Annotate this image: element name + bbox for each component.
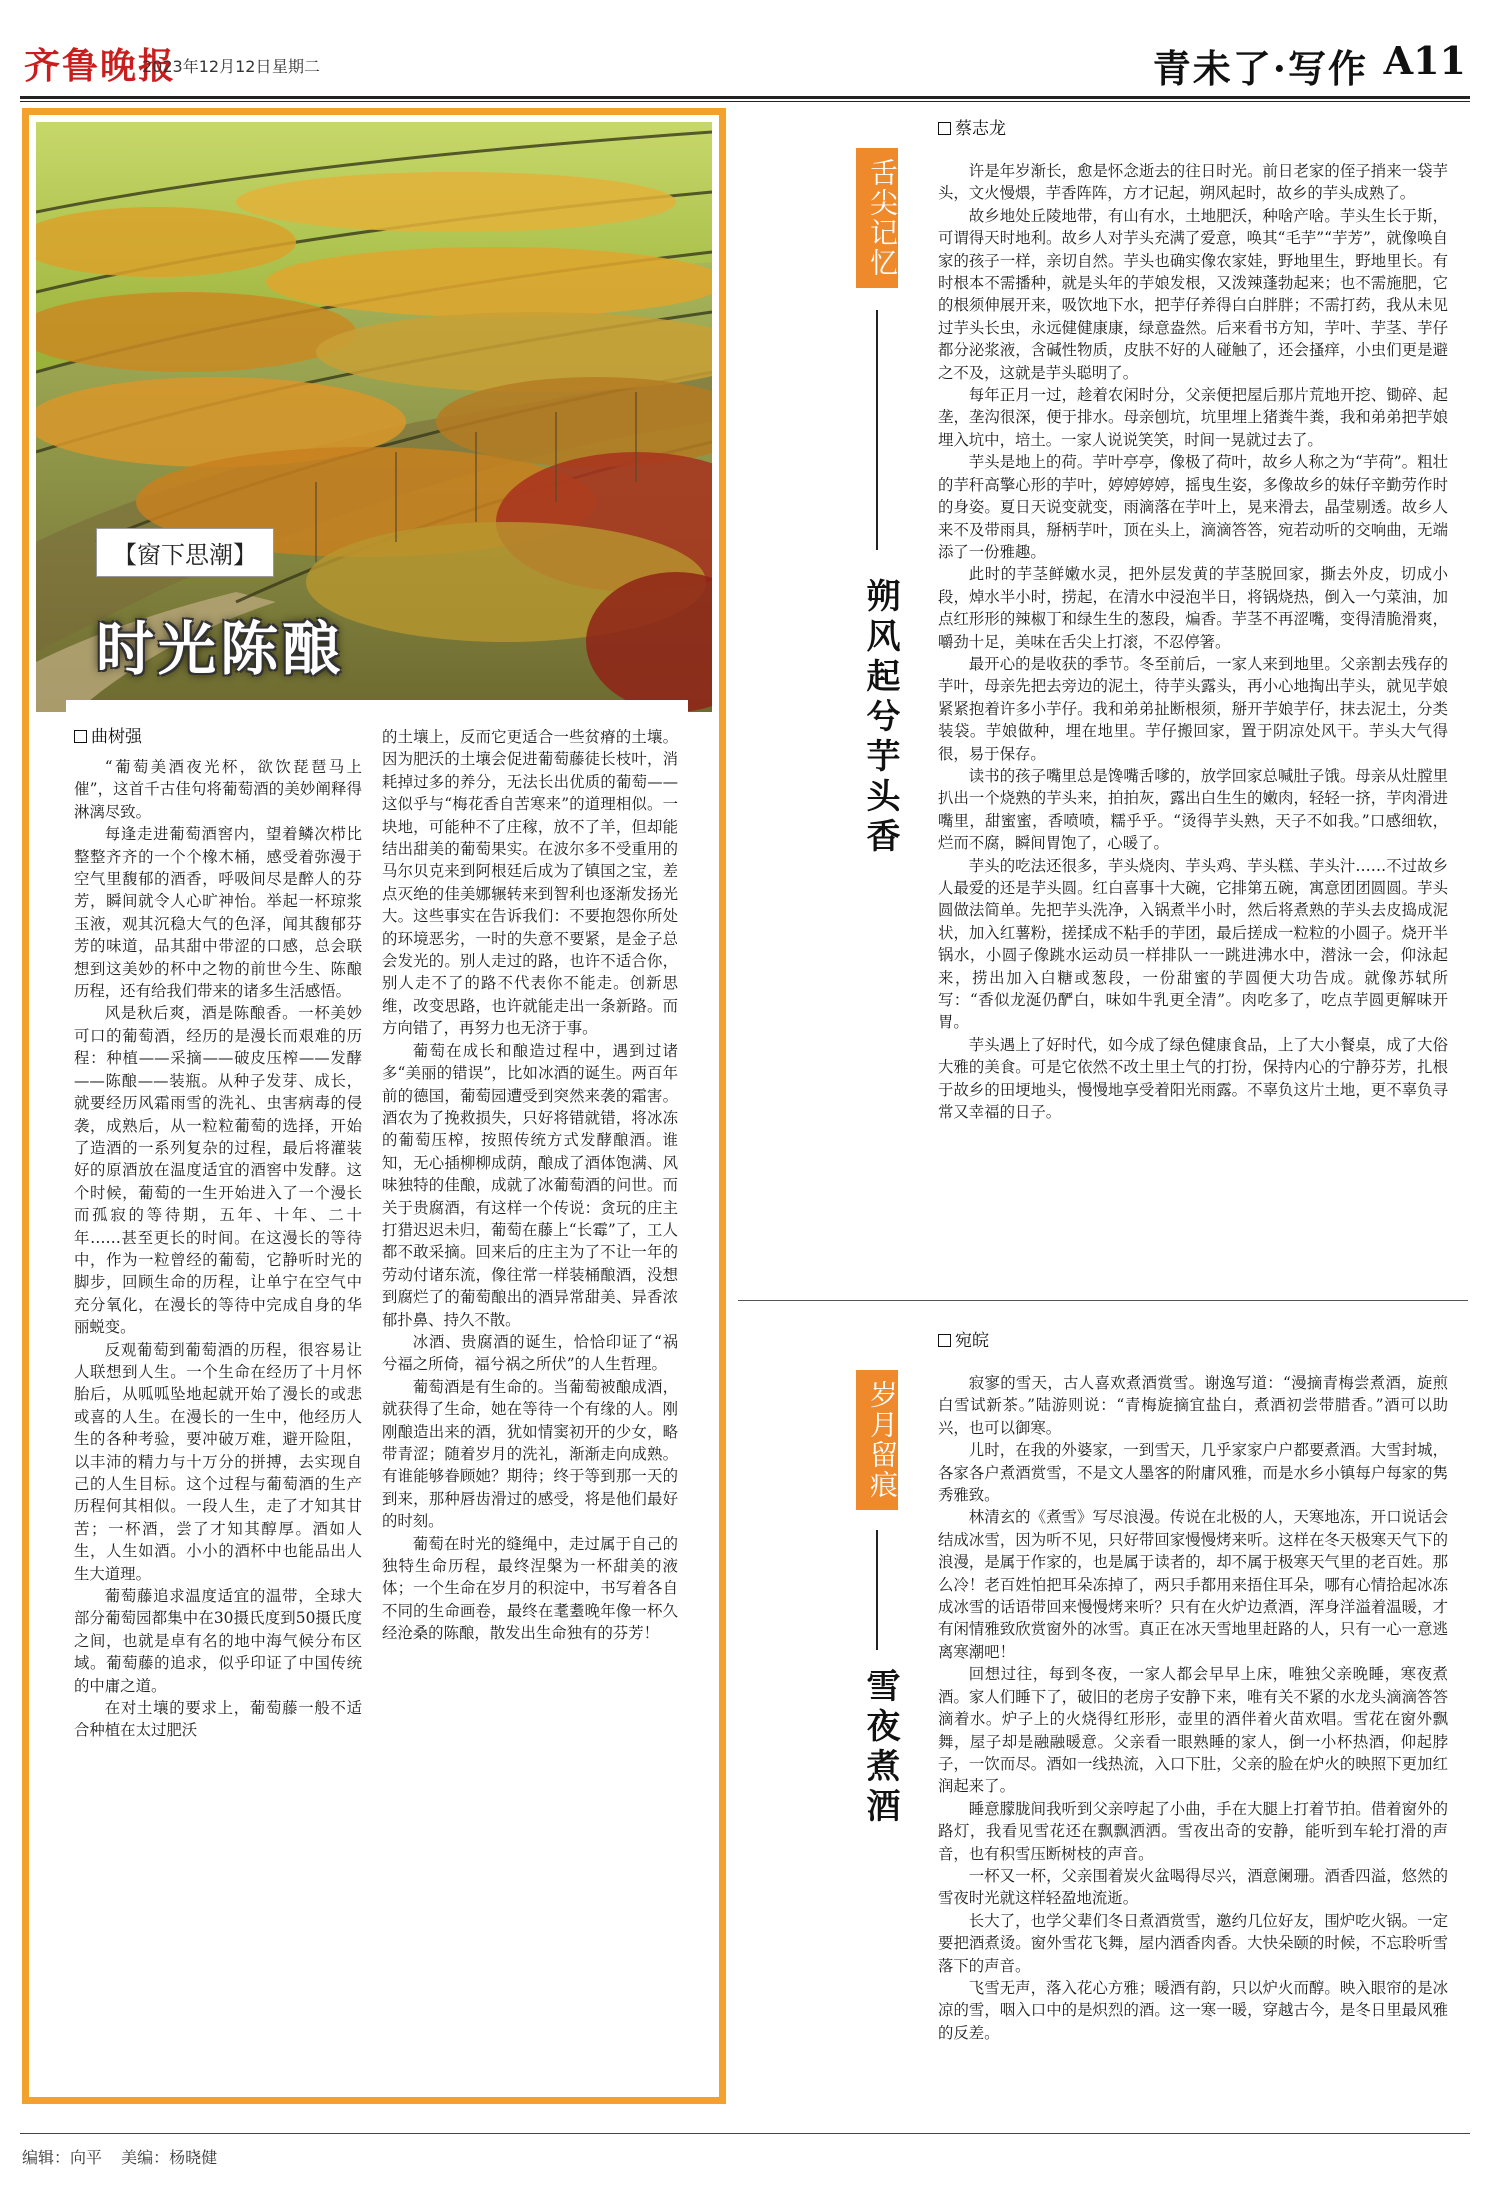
paragraph: 芋头遇上了好时代，如今成了绿色健康食品，上了大小餐桌，成了大俗大雅的美食。可是它依然不改土里土气的打扮，保持内心的宁静芬芳，扎根于故乡的田埂地头，慢慢地享受着阳光雨露。不辜负这片土地，更不辜负寻常又幸福的日子。 bbox=[938, 1035, 1448, 1122]
footer-credits bbox=[22, 2145, 217, 2168]
page-number: A11 bbox=[1383, 38, 1466, 83]
paragraph: 的土壤上，反而它更适合一些贫瘠的土壤。因为肥沃的土壤会促进葡萄藤徒长枝叶，消耗掉过多的养分，无法长出优质的葡萄——这似乎与“梅花香自苦寒来”的道理相似。一块地，可能种不了庄稼，放不了羊，但却能结出甜美的葡萄果实。在波尔多不受重用的马尔贝克来到阿根廷后成为了镇国之宝，差点灭绝的佳美娜辗转来到智利也逐渐发扬光大。这些事实在告诉我们：不要抱怨你所处的环境恶劣，一时的失意不要紧，是金子总会发光的。别人走过的路，也许不适合你，别人走不了的路不代表你不能走。创新思维，改变思路，也许就能走出一条新路。而方向错了，再努力也无济于事。 bbox=[382, 728, 678, 1038]
paragraph: 风是秋后爽，酒是陈酿香。一杯美妙可口的葡萄酒，经历的是漫长而艰难的历程：种植——采摘——破皮压榨——发酵——陈酿——装瓶。从种子发芽、成长，就要经历风霜雨雪的洗礼、虫害病毒的侵袭，成熟后，从一粒粒葡萄的选择，开始了造酒的一系列复杂的过程，最后将灌装好的原酒放在温度适宜的酒窖中发酵。这个时候，葡萄的一生开始进入了一个漫长而孤寂的等待期，五年、十年、二十年……甚至更长的时间。在这漫长的等待中，作为一粒曾经的葡萄，它静听时光的脚步，回顾生命的历程，让单宁在空气中充分氧化，在漫长的等待中完成自身的华丽蜕变。 bbox=[74, 1004, 362, 1337]
paragraph: 飞雪无声，落入花心方雅；暖酒有韵，只以炉火而醇。映入眼帘的是冰凉的雪，咽入口中的是炽烈的酒。这一寒一暖，穿越古今，是冬日里最风雅的反差。 bbox=[938, 1978, 1448, 2042]
designer-credit: 美编：杨晓健 bbox=[121, 2148, 218, 2167]
taro-article-body bbox=[938, 160, 1448, 1123]
feature-column-1 bbox=[74, 756, 362, 1742]
feature-column-2 bbox=[382, 726, 678, 1645]
author-name: 宛皖 bbox=[955, 1331, 989, 1351]
article-title-taro: 朔风起兮芋头香 bbox=[860, 578, 900, 858]
paragraph: 冰酒、贵腐酒的诞生，恰恰印证了“祸兮福之所倚，福兮祸之所伏”的人生哲理。 bbox=[382, 1332, 678, 1374]
paragraph: 葡萄在成长和酿造过程中，遇到过诸多“美丽的错误”，比如冰酒的诞生。两百年前的德国，葡萄园遭受到突然来袭的霜害。酒农为了挽救损失，只好将错就错，将冰冻的葡萄压榨，按照传统方式发酵酿酒。谁知，无心插柳柳成荫，酿成了酒体饱满、风味独特的佳酿，成就了冰葡萄酒的问世。而关于贵腐酒，有这样一个传说：贪玩的庄主打猎迟迟未归，葡萄在藤上“长霉”了，工人都不敢采摘。回来后的庄主为了不让一年的劳动付诸东流，像往常一样装桶酿酒，没想到腐烂了的葡萄酿出的酒异常甜美、异香浓郁扑鼻、持久不散。 bbox=[382, 1041, 678, 1329]
section-tag-years: 岁月留痕 bbox=[856, 1370, 898, 1510]
author-name: 蔡志龙 bbox=[955, 119, 1006, 139]
author-byline bbox=[74, 722, 142, 747]
square-icon bbox=[938, 1334, 951, 1347]
snow-article-body bbox=[938, 1372, 1448, 2044]
feature-title: 时光陈酿 bbox=[96, 615, 345, 683]
paragraph: 芋头的吃法还很多，芋头烧肉、芋头鸡、芋头糕、芋头汁……不过故乡人最爱的还是芋头圆。红白喜事十大碗，它排第五碗，寓意团团圆圆。芋头圆做法简单。先把芋头洗净，入锅煮半小时，然后将煮熟的芋头去皮捣成泥状，加入红薯粉，搓揉成不粘手的芋团，最后搓成一粒粒的小圆子。烧开半锅水，小圆子像跳水运动员一样排队一一跳进沸水中，潜泳一会，仰泳起来，捞出加入白糖或葱段，一份甜蜜的芋圆便大功告成。就像苏轼所写：“香似龙涎仍酽白，味如牛乳更全清”。肉吃多了，吃点芋圆更解味开胃。 bbox=[938, 856, 1448, 1032]
article-title-snow: 雪夜煮酒 bbox=[860, 1668, 900, 1828]
paragraph: 葡萄藤追求温度适宜的温带，全球大部分葡萄园都集中在30摄氏度到50摄氏度之间，也就是卓有名的地中海气候分布区域。葡萄藤的追求，似乎印证了中国传统的中庸之道。 bbox=[74, 1587, 362, 1695]
paragraph: 每逢走进葡萄酒窖内，望着鳞次栉比整整齐齐的一个个橡木桶，感受着弥漫于空气里馥郁的酒香，呼吸间尽是醉人的芬芳，瞬间就令人心旷神怡。举起一杯琼浆玉液，观其沉稳大气的色泽，闻其馥郁芬芳的味道，品其甜中带涩的口感，总会联想到这美妙的杯中之物的前世今生、陈酿历程，还有给我们带来的诸多生活感悟。 bbox=[74, 825, 362, 1001]
paragraph: 反观葡萄到葡萄酒的历程，很容易让人联想到人生。一个生命在经历了十月怀胎后，从呱呱坠地起就开始了漫长的或悲或喜的人生。在漫长的一生中，他经历人生的各种考验，要冲破万难，避开险阻，以丰沛的精力与十万分的拼搏，去实现自己的人生目标。这个过程与葡萄酒的生产历程何其相似。一段人生，走了才知其甘苦；一杯酒，尝了才知其醇厚。酒如人生，人生如酒。小小的酒杯中也能品出人生大道理。 bbox=[74, 1340, 362, 1583]
paragraph: 最开心的是收获的季节。冬至前后，一家人来到地里。父亲割去残存的芋叶，母亲先把去旁边的泥土，待芋头露头，再小心地掏出芋头，就见芋娘紧紧抱着许多小芋仔。我和弟弟扯断根须，掰开芋娘芋仔，抹去泥土，分类装袋。芋娘做种，埋在地里。芋仔搬回家，置于阴凉处风干。芋头大气得很，易于保存。 bbox=[938, 654, 1448, 763]
paragraph: 葡萄酒是有生命的。当葡萄被酿成酒，就获得了生命，她在等待一个有缘的人。刚刚酿造出来的酒，犹如情窦初开的少女，略带青涩；随着岁月的洗礼，渐渐走向成熟。有谁能够眷顾她？期待；终于等到那一天的到来，那种唇齿滑过的感受，将是他们最好的时刻。 bbox=[382, 1377, 678, 1531]
square-icon bbox=[938, 122, 951, 135]
header-rule-thin bbox=[20, 101, 1470, 102]
section-divider bbox=[738, 1300, 1468, 1301]
section-tag-taste: 舌尖记忆 bbox=[856, 148, 898, 288]
author-name: 曲树强 bbox=[91, 727, 142, 747]
issue-date: 2023年12月12日 bbox=[142, 57, 272, 76]
paragraph: 寂寥的雪天，古人喜欢煮酒赏雪。谢逸写道：“漫摘青梅尝煮酒，旋煎白雪试新茶。”陆游则说：“青梅旋摘宜盐白，煮酒初尝带腊香。”酒可以助兴，也可以御寒。 bbox=[938, 1374, 1448, 1437]
column-tag: 【窗下思潮】 bbox=[96, 528, 274, 577]
masthead-logo: 齐鲁晚报 bbox=[24, 45, 177, 87]
paragraph: 一杯又一杯，父亲围着炭火盆喝得尽兴，酒意阑珊。酒香四溢，悠然的雪夜时光就这样轻盈地流逝。 bbox=[938, 1866, 1448, 1908]
editor-credit: 编辑：向平 bbox=[22, 2148, 103, 2167]
footer-rule bbox=[20, 2133, 1470, 2134]
header-rule bbox=[20, 96, 1470, 99]
paragraph: 芋头是地上的荷。芋叶亭亭，像极了荷叶，故乡人称之为“芋荷”。粗壮的芋秆高擎心形的芋叶，婷婷婷婷，摇曳生姿，多像故乡的妹仔辛勤劳作时的身姿。夏日天说变就变，雨滴落在芋叶上，晃来滑去，晶莹剔透。故乡人来不及带雨具，掰柄芋叶，顶在头上，滴滴答答，宛若动听的交响曲，无端添了一份雅趣。 bbox=[938, 453, 1448, 561]
paragraph: 许是年岁渐长，愈是怀念逝去的往日时光。前日老家的侄子捎来一袋芋头，文火慢煨，芋香阵阵，方才记起，朔风起时，故乡的芋头成熟了。 bbox=[938, 162, 1448, 203]
section-title: 青未了·写作 bbox=[1152, 46, 1368, 91]
paragraph: “葡萄美酒夜光杯，欲饮琵琶马上催”，这首千古佳句将葡萄酒的美妙阐释得淋漓尽致。 bbox=[74, 758, 362, 821]
paragraph: 葡萄在时光的缝绳中，走过属于自己的独特生命历程，最终涅槃为一杯甜美的液体；一个生命在岁月的积淀中，书写着各自不同的生命画卷，最终在耄耋晚年像一杯久经沧桑的陈酿，散发出生命独有的芬芳！ bbox=[382, 1534, 678, 1643]
author-byline bbox=[938, 114, 1006, 139]
feature-text-panel bbox=[66, 700, 688, 2096]
paragraph: 每年正月一过，趁着农闲时分，父亲便把屋后那片荒地开挖、锄碎、起垄，垄沟很深，便于排水。母亲刨坑，坑里埋上猪粪牛粪，我和弟弟把芋娘埋入坑中，培土。一家人说说笑笑，时间一晃就过去了。 bbox=[938, 386, 1448, 449]
paragraph: 在对土壤的要求上，葡萄藤一般不适合种植在太过肥沃 bbox=[74, 1699, 362, 1740]
issue-weekday: 星期二 bbox=[272, 57, 321, 76]
paragraph: 读书的孩子嘴里总是馋嘴舌嗲的，放学回家总喊肚子饿。母亲从灶膛里扒出一个烧熟的芋头来，拍拍灰，露出白生生的嫩肉，轻轻一挤，芋肉滑进嘴里，甜蜜蜜，香喷喷，糯乎乎。“烫得芋头熟，天子不如我。”口感细软，烂而不腐，瞬间胃饱了，心暖了。 bbox=[938, 766, 1448, 853]
vertical-rule bbox=[876, 310, 878, 550]
paragraph: 故乡地处丘陵地带，有山有水，土地肥沃，种啥产啥。芋头生长于斯，可谓得天时地利。故乡人对芋头充满了爱意，唤其“毛芋”“芋芳”，就像唤自家的孩子一样，亲切自然。芋头也确实像农家娃，野地里生，野地里长。有时根本不需播种，就是头年的芋娘发根，又泼辣蓬勃起来；也不需施肥，它的根须伸展开来，吸饮地下水，把芋仔养得白白胖胖；不需打药，我从未见过芋头长虫，永远健健康康，绿意盎然。后来看书方知，芋叶、芋茎、芋仔都分泌浆液，含碱性物质，皮肤不好的人碰触了，还会搔痒，小虫们更是避之不及，这就是芋头聪明了。 bbox=[938, 206, 1448, 382]
paragraph: 林清玄的《煮雪》写尽浪漫。传说在北极的人，天寒地冻，开口说话会结成冰雪，因为听不见，只好带回家慢慢烤来听。这样在冬天极寒天气下的浪漫，是属于作家的，也是属于读者的，却不属于极寒天气里的老百姓。那么冷！老百姓怕把耳朵冻掉了，两只手都用来捂住耳朵，哪有心情拾起冰冻成冰雪的话语带回来慢慢烤来听？只有在火炉边煮酒，浑身洋溢着温暖，才有闲情雅致欣赏窗外的冰雪。真正在冰天雪地里赶路的人，只有一心一意逃离寒潮吧！ bbox=[938, 1508, 1448, 1661]
paragraph: 长大了，也学父辈们冬日煮酒赏雪，邀约几位好友，围炉吃火锅。一定要把酒煮烫。窗外雪花飞舞，屋内酒香肉香。大快朵颐的时候，不忘聆听雪落下的声音。 bbox=[938, 1911, 1448, 1975]
square-icon bbox=[74, 730, 87, 743]
paragraph: 睡意朦胧间我听到父亲哼起了小曲，手在大腿上打着节拍。借着窗外的路灯，我看见雪花还在飘飘洒洒。雪夜出奇的安静，能听到车轮打滑的声音，也有积雪压断树枝的声音。 bbox=[938, 1799, 1448, 1863]
vertical-rule bbox=[876, 1530, 878, 1650]
paragraph: 此时的芋茎鲜嫩水灵，把外层发黄的芋茎脱回家，撕去外皮，切成小段，焯水半小时，捞起，在清水中浸泡半日，将锅烧热，倒入一勺菜油，加点红形形的辣椒丁和绿生生的葱段，煸香。芋茎不再涩嘴，变得清脆滑爽，嚼劲十足，美味在舌尖上打滚，不忍停箸。 bbox=[938, 565, 1448, 651]
paragraph: 回想过往，每到冬夜，一家人都会早早上床，唯独父亲晚睡，寒夜煮酒。家人们睡下了，破旧的老房子安静下来，唯有关不紧的水龙头滴滴答答滴着水。炉子上的火烧得红形形，壶里的酒伴着火苗欢唱。雪花在窗外飘舞，屋子却是融融暖意。父亲看一眼熟睡的家人，倒一小杯热酒，仰起脖子，一饮而尽。酒如一线热流，入口下肚，父亲的脸在炉火的映照下更加红润起来了。 bbox=[938, 1665, 1448, 1796]
paragraph: 儿时，在我的外婆家，一到雪天，几乎家家户户都要煮酒。大雪封城，各家各户煮酒赏雪，不是文人墨客的附庸风雅，而是水乡小镇每户每家的隽秀雅致。 bbox=[938, 1441, 1448, 1505]
author-byline bbox=[938, 1326, 989, 1351]
